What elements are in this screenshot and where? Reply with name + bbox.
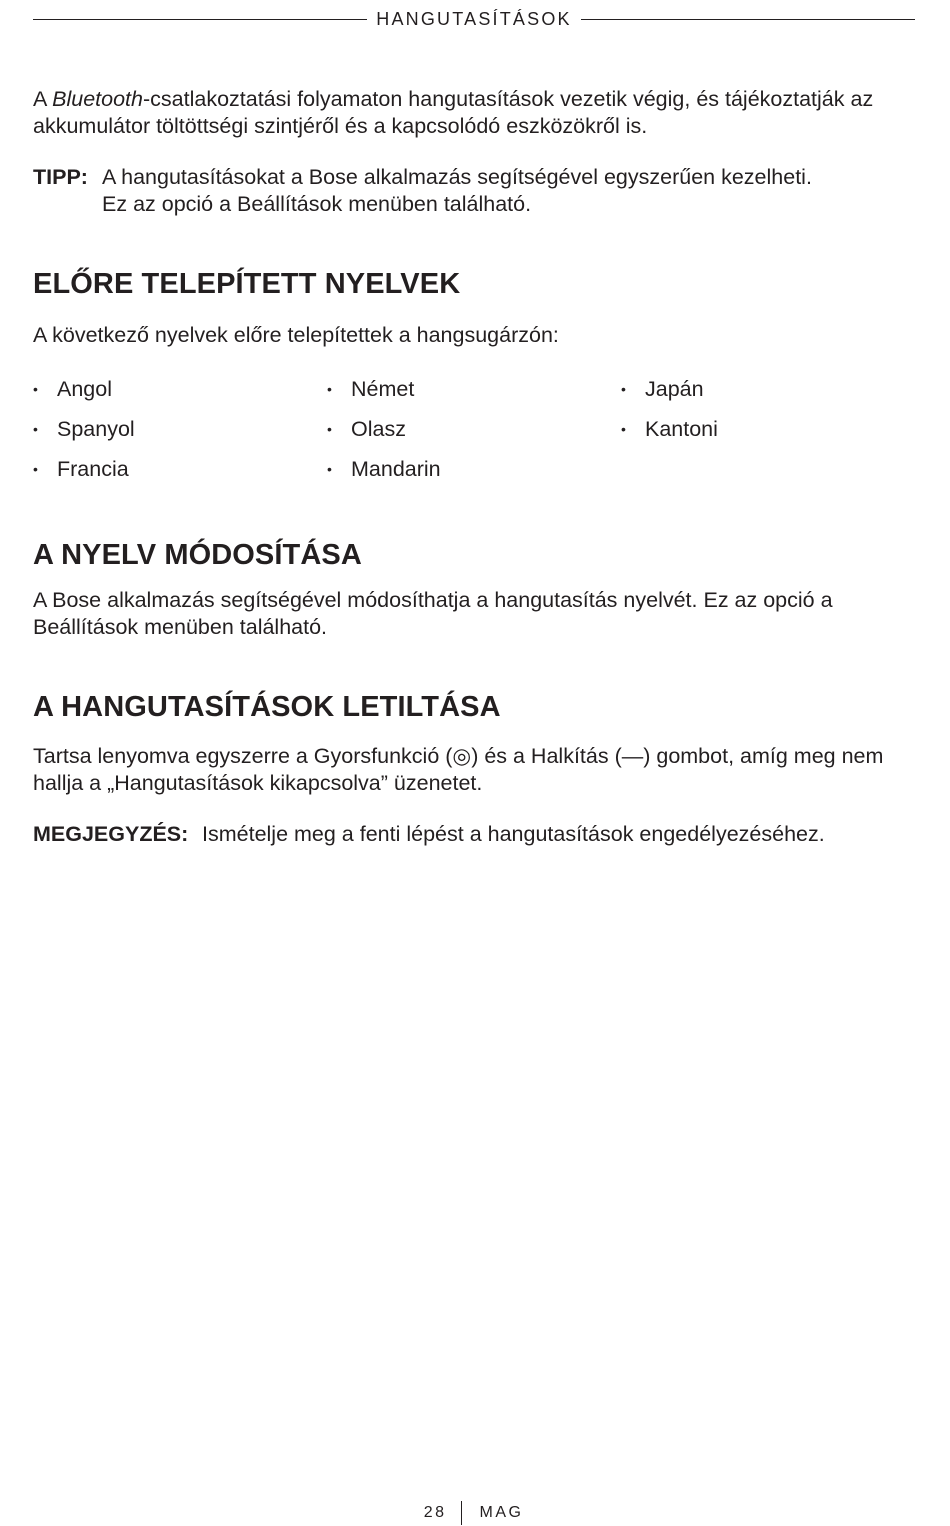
list-item — [327, 369, 621, 409]
bullet-icon: • — [327, 380, 332, 397]
disable-prompts-heading: A HANGUTASÍTÁSOK LETILTÁSA — [33, 691, 501, 723]
tip-block — [33, 164, 918, 218]
disable-text-end: ) és a Halkítás (—) gombot, amíg meg nem hallja a „Hangutasítások kikapcsolva” üzenetet. — [33, 744, 884, 795]
note-block — [33, 821, 918, 848]
language-code: MAG — [479, 1504, 524, 1521]
bullet-icon: • — [621, 420, 626, 437]
language-name: Kantoni — [645, 416, 718, 441]
bullet-icon: • — [33, 460, 38, 477]
bullet-icon: • — [33, 380, 38, 397]
tip-line-1: A hangutasításokat a Bose alkalmazás segítségével egyszerűen kezelheti. — [102, 165, 812, 189]
tip-line-2: Ez az opció a Beállítások menüben található. — [102, 192, 532, 216]
language-name: Német — [351, 376, 415, 401]
page-content — [33, 86, 918, 848]
change-language-text: A Bose alkalmazás segítségével módosíthatja a hangutasítás nyelvét. Ez az opció a Beállítások menüben található. — [33, 588, 833, 639]
language-list — [33, 369, 918, 489]
list-item — [621, 369, 915, 409]
intro-bluetooth-term: Bluetooth — [52, 87, 143, 111]
preinstalled-languages-heading: ELŐRE TELEPÍTETT NYELVEK — [33, 268, 461, 300]
list-item — [327, 409, 621, 449]
preinstalled-languages-lead: A következő nyelvek előre telepítettek a hangsugárzón: — [33, 323, 559, 347]
list-item — [621, 409, 915, 449]
intro-prefix: A — [33, 87, 53, 111]
page-number: 28 — [423, 1504, 447, 1521]
intro-paragraph — [33, 86, 918, 140]
disable-text-start: Tartsa lenyomva egyszerre a Gyorsfunkció ( — [33, 744, 453, 768]
tip-text — [102, 164, 918, 218]
disable-prompts-text — [33, 743, 918, 797]
bullet-icon: • — [327, 460, 332, 477]
language-name: Francia — [57, 456, 129, 481]
change-language-heading: A NYELV MÓDOSÍTÁSA — [33, 539, 362, 571]
note-label: MEGJEGYZÉS: — [33, 822, 189, 846]
list-item — [33, 449, 327, 489]
language-name: Japán — [645, 376, 704, 401]
list-item — [327, 449, 621, 489]
header-rule-left — [33, 19, 367, 20]
language-name: Mandarin — [351, 456, 441, 481]
list-item — [33, 409, 327, 449]
header-rule-right — [581, 19, 915, 20]
language-name: Olasz — [351, 416, 406, 441]
bullet-icon: • — [327, 420, 332, 437]
bullet-icon: • — [33, 420, 38, 437]
language-name: Angol — [57, 376, 112, 401]
page-footer — [0, 1500, 950, 1526]
language-name: Spanyol — [57, 416, 135, 441]
section-title: HANGUTASÍTÁSOK — [376, 9, 572, 29]
page-header — [33, 6, 915, 32]
list-item — [33, 369, 327, 409]
intro-rest: -csatlakoztatási folyamaton hangutasítások vezetik végig, és tájékoztatják az akkumulátor töltöttségi szintjéről és a kapcsolódó eszközökről is. — [33, 87, 874, 138]
bullet-icon: • — [621, 380, 626, 397]
note-text: Ismételje meg a fenti lépést a hangutasítások engedélyezéséhez. — [202, 822, 825, 846]
shortcut-button-icon: ◎ — [452, 744, 472, 768]
tip-label: TIPP: — [33, 165, 88, 189]
